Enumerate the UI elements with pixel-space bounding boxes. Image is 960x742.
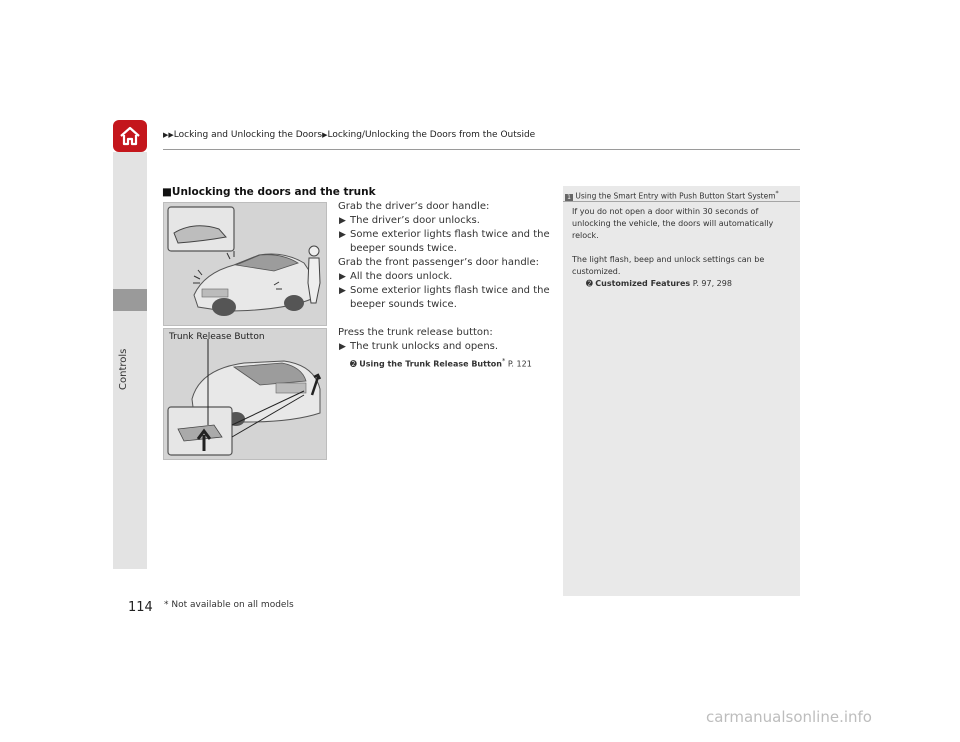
note-heading — [563, 190, 800, 202]
section-title: ■Unlocking the doors and the trunk — [162, 186, 376, 198]
home-button[interactable] — [113, 120, 147, 152]
page-number: 114 — [128, 600, 153, 615]
result-text: All the doors unlock. — [350, 271, 453, 282]
step-1-result-cont: beeper sounds twice. — [350, 243, 457, 254]
result-arrow-icon: ▶ — [339, 272, 346, 282]
reference-title: Using the Trunk Release Button — [359, 359, 502, 369]
header-rule — [163, 149, 800, 150]
note-heading-star: * — [775, 190, 779, 197]
result-text: The trunk unlocks and opens. — [350, 341, 499, 352]
note-line: The light flash, beep and unlock settings can be — [572, 255, 765, 264]
reference-pages: P. 97, 298 — [692, 279, 732, 288]
side-tab-controls-marker[interactable] — [113, 289, 147, 311]
step-2-result — [338, 270, 553, 284]
result-arrow-icon: ▶ — [339, 216, 346, 226]
result-arrow-icon: ▶ — [339, 342, 346, 352]
note-number-icon: 1 — [565, 194, 573, 202]
trunk-release-button-label: Trunk Release Button — [169, 332, 265, 342]
step-1: Grab the driver’s door handle: — [338, 201, 490, 212]
step-1-result — [338, 228, 553, 242]
car-trunk-illustration — [164, 329, 326, 459]
step-2-result — [338, 284, 553, 298]
watermark: carmanualsonline.info — [706, 708, 872, 726]
reference-title: Customized Features — [595, 279, 691, 288]
result-text: Some exterior lights flash twice and the — [350, 229, 550, 240]
reference-icon: ➋ — [586, 279, 596, 288]
side-note — [563, 186, 800, 596]
note-rule — [563, 201, 800, 202]
step-3: Press the trunk release button: — [338, 327, 493, 338]
footnote: * Not available on all models — [164, 600, 294, 610]
breadcrumb — [163, 130, 535, 140]
note-line: relock. — [572, 231, 599, 240]
reference-icon: ➋ — [350, 359, 360, 369]
instructions — [338, 200, 553, 372]
note-line: unlocking the vehicle, the doors will automatically — [572, 219, 774, 228]
side-tab-label[interactable]: Controls — [118, 348, 129, 390]
breadcrumb-item[interactable]: Locking and Unlocking the Doors — [173, 130, 323, 140]
result-text: The driver’s door unlocks. — [350, 215, 480, 226]
car-door-illustration — [164, 203, 326, 325]
trunk-release-illustration — [163, 328, 327, 460]
home-icon — [118, 125, 142, 147]
result-text: Some exterior lights flash twice and the — [350, 285, 550, 296]
result-arrow-icon: ▶ — [339, 286, 346, 296]
side-tab-area-top — [113, 152, 147, 289]
step-2: Grab the front passenger’s door handle: — [338, 257, 539, 268]
note-line: customized. — [572, 267, 621, 276]
note-body — [572, 206, 792, 290]
reference-star: * — [501, 357, 506, 365]
result-arrow-icon: ▶ — [339, 230, 346, 240]
note-heading-text: Using the Smart Entry with Push Button Start System — [575, 191, 776, 201]
note-line: If you do not open a door within 30 seconds of — [572, 207, 759, 216]
reference-page: P. 121 — [507, 359, 532, 369]
breadcrumb-arrow-icon: ▶ — [322, 131, 328, 139]
customized-features-reference-link[interactable] — [572, 278, 792, 290]
step-1-result — [338, 214, 553, 228]
step-2-result-cont: beeper sounds twice. — [350, 299, 457, 310]
door-handle-illustration — [163, 202, 327, 326]
trunk-release-reference-link[interactable] — [338, 354, 553, 372]
breadcrumb-arrow-icon: ▶▶ — [163, 131, 174, 139]
breadcrumb-item[interactable]: Locking/Unlocking the Doors from the Outside — [327, 130, 536, 140]
step-3-result — [338, 340, 553, 354]
